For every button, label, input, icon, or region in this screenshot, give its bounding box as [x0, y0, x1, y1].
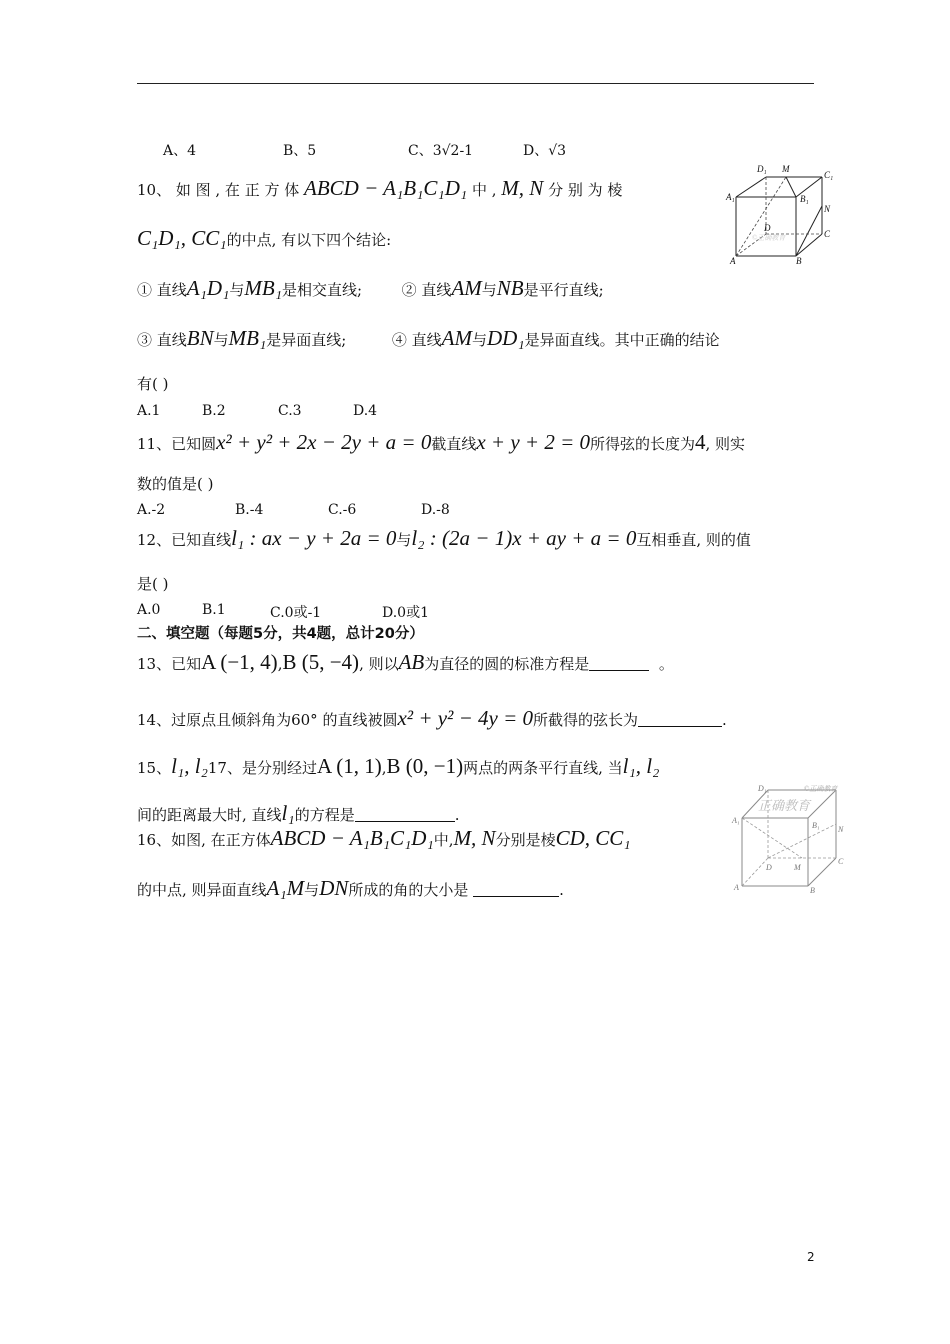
q11-option-a: A.-2	[137, 502, 166, 518]
q13-answer-blank[interactable]	[589, 669, 649, 671]
q10-line1: 10、 如 图 , 在 正 方 体 ABCD − A₁B₁C₁D₁ 中 , M, N 分 别 为 棱	[137, 176, 623, 200]
q10-statements-row2: ③ 直线BN与MB₁是异面直线; ④ 直线AM与DD₁是异面直线。其中正确的结论	[137, 326, 720, 350]
fig1-label-a: A	[730, 256, 736, 266]
q12-option-c: C.0或-1	[270, 605, 322, 621]
q16-answer-blank[interactable]	[473, 895, 559, 897]
q11-option-d: D.-8	[421, 502, 450, 518]
q12-l2-eq: l₂ : (2a − 1)x + ay + a = 0	[411, 526, 637, 550]
section-2-heading: 二、填空题（每题5分，共4题，总计20分）	[137, 626, 424, 642]
fig2-label-d1: D₁	[758, 784, 767, 793]
q10-cube: ABCD − A₁B₁C₁D₁	[304, 176, 468, 200]
q9-option-c: C、3√2-1	[408, 143, 474, 159]
fig1-label-n: N	[824, 204, 831, 214]
q9-option-b: B、5	[283, 143, 317, 159]
fig2-label-c: C	[838, 857, 844, 866]
q11-line-eq: x + y + 2 = 0	[476, 430, 590, 454]
fig2-label-m: M	[794, 863, 801, 872]
fig1-label-a1: A₁	[726, 192, 735, 202]
q12-line1: 12、已知直线l₁ : ax − y + 2a = 0与l₂ : (2a − 1)x + ay + a = 0互相垂直, 则的值	[137, 526, 751, 550]
fig1-label-d: D	[764, 223, 771, 233]
q10-option-b: B.2	[202, 403, 226, 419]
fig1-label-b1: B₁	[800, 194, 809, 204]
fig2-label-a: A	[734, 883, 739, 892]
q15-answer-blank[interactable]	[355, 820, 455, 822]
q10-you: 有( )	[137, 375, 169, 393]
fig2-label-b1: B₁	[812, 821, 820, 830]
header-rule	[137, 83, 814, 84]
q16-line1: 16、如图, 在正方体ABCD − A₁B₁C₁D₁中,M, N分别是棱CD, CC₁	[137, 826, 631, 850]
q15-line2: 间的距离最大时, 直线l₁的方程是 .	[137, 801, 460, 825]
q16-cube: ABCD − A₁B₁C₁D₁	[270, 826, 434, 850]
q14-line: 14、过原点且倾斜角为60° 的直线被圆x² + y² − 4y = 0所截得的弦长为 .	[137, 706, 727, 730]
q14-circle-eq: x² + y² − 4y = 0	[397, 706, 534, 730]
fig1-watermark: ©正确教育	[752, 234, 786, 242]
q11-option-b: B.-4	[235, 502, 264, 518]
q10-mn: M, N	[501, 176, 544, 200]
fig1-label-m: M	[782, 164, 790, 174]
fig1-label-c: C	[824, 229, 831, 239]
q10-cube-figure	[724, 160, 836, 268]
fig2-label-n: N	[838, 825, 844, 834]
q10-statements-row1: ① 直线A₁D₁与MB₁是相交直线; ② 直线AM与NB是平行直线;	[137, 276, 604, 300]
fig2-label-a1: A₁	[732, 816, 740, 825]
q12-option-a: A.0	[137, 602, 161, 618]
q13-line: 13、已知A (−1, 4),B (5, −4), 则以AB为直径的圆的标准方程是 。	[137, 650, 674, 674]
fig1-label-b: B	[796, 256, 802, 266]
q10-line2: C₁D₁, CC₁的中点, 有以下四个结论:	[137, 226, 392, 250]
q9-option-a: A、4	[163, 143, 197, 159]
fig1-label-d1: D₁	[757, 164, 767, 174]
fig2-label-b: B	[810, 886, 815, 894]
q10-option-a: A.1	[137, 403, 161, 419]
q12-line2: 是( )	[137, 575, 169, 593]
q9-option-d: D、√3	[523, 143, 567, 159]
q10-option-c: C.3	[278, 403, 302, 419]
q12-option-d: D.0或1	[382, 605, 429, 621]
q11-line1: 11、已知圆x² + y² + 2x − 2y + a = 0截直线x + y + 2 = 0所得弦的长度为4, 则实	[137, 430, 746, 454]
q10-option-d: D.4	[353, 403, 378, 419]
q12-option-b: B.1	[202, 602, 226, 618]
fig2-watermark: 正确教育	[758, 798, 811, 813]
q11-circle-eq: x² + y² + 2x − 2y + a = 0	[216, 430, 432, 454]
page-number: 2	[807, 1250, 815, 1264]
q11-option-c: C.-6	[328, 502, 357, 518]
q12-l1-eq: l₁ : ax − y + 2a = 0	[231, 526, 397, 550]
fig2-watermark-small: ©正确教育	[804, 785, 838, 793]
fig1-label-c1: C₁	[824, 170, 834, 180]
q14-answer-blank[interactable]	[638, 725, 722, 727]
fig2-label-d: D	[766, 863, 772, 872]
q16-line2: 的中点, 则异面直线A₁M与DN所成的角的大小是 .	[137, 876, 564, 900]
q16-cube-figure	[728, 780, 846, 894]
q11-line2: 数的值是( )	[137, 475, 214, 493]
q15-line1: 15、l₁, l₂17、是分别经过A (1, 1),B (0, −1)两点的两条平行直线, 当l₁, l₂	[137, 754, 660, 778]
q10-edges: C₁D₁, CC₁	[137, 226, 227, 250]
